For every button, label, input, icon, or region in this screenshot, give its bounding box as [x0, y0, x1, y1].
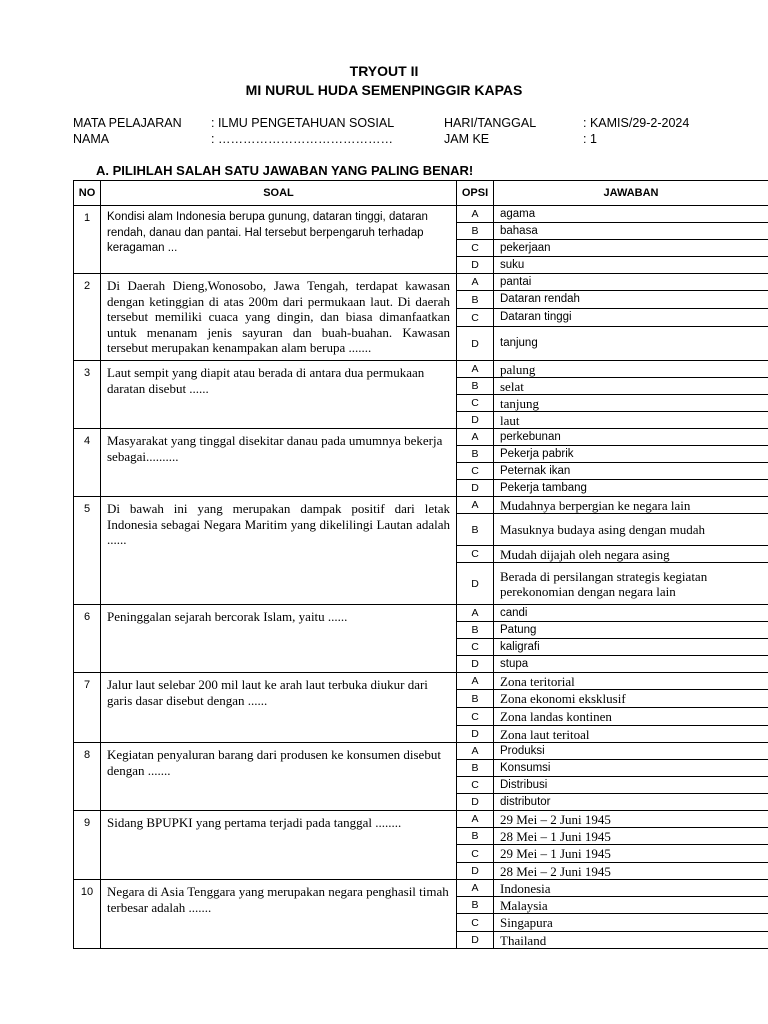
answer-option[interactable]: Berada di persilangan strategis kegiatan perekonomian dengan negara lain	[494, 563, 768, 605]
option-letter: C	[457, 639, 494, 656]
option-letter: A	[457, 361, 494, 378]
answer-option[interactable]: 29 Mei – 2 Juni 1945	[494, 811, 768, 828]
answer-option[interactable]: Indonesia	[494, 880, 768, 897]
option-letter: D	[457, 863, 494, 880]
question-table	[73, 180, 768, 949]
column-header-opsi: OPSI	[457, 181, 494, 206]
answer-option[interactable]: palung	[494, 361, 768, 378]
option-letter: D	[457, 327, 494, 361]
option-letter: D	[457, 932, 494, 949]
option-letter: B	[457, 514, 494, 546]
option-letter: D	[457, 257, 494, 274]
answer-option[interactable]: Patung	[494, 622, 768, 639]
question-number: 4	[74, 429, 101, 497]
question-text: Kegiatan penyaluran barang dari produsen ke konsumen disebut dengan .......	[101, 743, 457, 811]
option-letter: D	[457, 794, 494, 811]
option-letter: D	[457, 726, 494, 743]
answer-option[interactable]: Dataran rendah	[494, 291, 768, 309]
option-letter: B	[457, 291, 494, 309]
question-text: Kondisi alam Indonesia berupa gunung, dataran tinggi, dataran rendah, danau dan pantai. Hal tersebut berpengaruh terhadap keragaman ...	[101, 206, 457, 274]
answer-option[interactable]: Peternak ikan	[494, 463, 768, 480]
question-number: 8	[74, 743, 101, 811]
table-row	[74, 361, 768, 378]
option-letter: A	[457, 206, 494, 223]
option-letter: A	[457, 497, 494, 514]
date-value: : KAMIS/29-2-2024	[583, 116, 690, 130]
question-text: Masyarakat yang tinggal disekitar danau pada umumnya bekerja sebagai..........	[101, 429, 457, 497]
option-letter: B	[457, 223, 494, 240]
option-letter: B	[457, 378, 494, 395]
answer-option[interactable]: 29 Mei – 1 Juni 1945	[494, 845, 768, 863]
table-row	[74, 811, 768, 828]
option-letter: C	[457, 546, 494, 563]
name-label: NAMA	[73, 132, 110, 146]
answer-option[interactable]: pantai	[494, 274, 768, 291]
question-number: 1	[74, 206, 101, 274]
answer-option[interactable]: 28 Mei – 1 Juni 1945	[494, 828, 768, 845]
answer-option[interactable]: Produksi	[494, 743, 768, 760]
question-text: Di Daerah Dieng,Wonosobo, Jawa Tengah, terdapat kawasan dengan ketinggian di atas 200m dari permukaan laut. Di daerah tersebut memiliki cuaca yang dingin, dan biasa dimanfaatkan untuk menanam jenis sayuran dan buah-buahan. Kawasan tersebut merupakan kenampakan alam berupa .......	[101, 274, 457, 361]
option-letter: B	[457, 622, 494, 639]
answer-option[interactable]: tanjung	[494, 395, 768, 412]
table-header-row	[74, 181, 768, 206]
answer-option[interactable]: Pekerja pabrik	[494, 446, 768, 463]
answer-option[interactable]: Zona laut teritoal	[494, 726, 768, 743]
question-number: 7	[74, 673, 101, 743]
table-row	[74, 673, 768, 690]
answer-option[interactable]: Masuknya budaya asing dengan mudah	[494, 514, 768, 546]
option-letter: D	[457, 563, 494, 605]
document-title: TRYOUT II	[349, 63, 419, 79]
name-value: : ……………………………………	[211, 132, 393, 146]
answer-option[interactable]: Dataran tinggi	[494, 309, 768, 327]
option-letter: A	[457, 274, 494, 291]
answer-option[interactable]: pekerjaan	[494, 240, 768, 257]
option-letter: C	[457, 395, 494, 412]
option-letter: A	[457, 880, 494, 897]
answer-option[interactable]: Konsumsi	[494, 760, 768, 777]
answer-option[interactable]: Pekerja tambang	[494, 480, 768, 497]
option-letter: B	[457, 897, 494, 914]
answer-option[interactable]: agama	[494, 206, 768, 223]
question-text: Sidang BPUPKI yang pertama terjadi pada tanggal ........	[101, 811, 457, 880]
question-text: Di bawah ini yang merupakan dampak positif dari letak Indonesia sebagai Negara Maritim yang dikelilingi Lautan adalah ......	[101, 497, 457, 605]
subject-value: : ILMU PENGETAHUAN SOSIAL	[211, 116, 395, 130]
question-text: Laut sempit yang diapit atau berada di antara dua permukaan daratan disebut ......	[101, 361, 457, 429]
answer-option[interactable]: Zona teritorial	[494, 673, 768, 690]
table-row	[74, 605, 768, 622]
question-number: 5	[74, 497, 101, 605]
option-letter: C	[457, 463, 494, 480]
answer-option[interactable]: laut	[494, 412, 768, 429]
answer-option[interactable]: 28 Mei – 2 Juni 1945	[494, 863, 768, 880]
answer-option[interactable]: Mudahnya berpergian ke negara lain	[494, 497, 768, 514]
period-value: : 1	[583, 132, 597, 146]
option-letter: D	[457, 656, 494, 673]
option-letter: C	[457, 777, 494, 794]
answer-option[interactable]: selat	[494, 378, 768, 395]
answer-option[interactable]: Thailand	[494, 932, 768, 949]
section-instruction: A. PILIHLAH SALAH SATU JAWABAN YANG PALING BENAR!	[96, 163, 474, 178]
answer-option[interactable]: suku	[494, 257, 768, 274]
option-letter: C	[457, 240, 494, 257]
answer-option[interactable]: Singapura	[494, 914, 768, 932]
answer-option[interactable]: candi	[494, 605, 768, 622]
school-name: MI NURUL HUDA SEMENPINGGIR KAPAS	[245, 82, 523, 98]
question-number: 3	[74, 361, 101, 429]
answer-option[interactable]: bahasa	[494, 223, 768, 240]
answer-option[interactable]: kaligrafi	[494, 639, 768, 656]
answer-option[interactable]: Zona landas kontinen	[494, 708, 768, 726]
question-text: Jalur laut selebar 200 mil laut ke arah laut terbuka diukur dari garis dasar disebut dengan ......	[101, 673, 457, 743]
option-letter: C	[457, 708, 494, 726]
date-label: HARI/TANGGAL	[444, 116, 537, 130]
option-letter: C	[457, 914, 494, 932]
answer-option[interactable]: perkebunan	[494, 429, 768, 446]
column-header-soal: SOAL	[101, 181, 457, 206]
option-letter: B	[457, 690, 494, 708]
answer-option[interactable]: Zona ekonomi eksklusif	[494, 690, 768, 708]
option-letter: A	[457, 743, 494, 760]
option-letter: A	[457, 429, 494, 446]
table-row	[74, 497, 768, 514]
option-letter: B	[457, 446, 494, 463]
option-letter: D	[457, 480, 494, 497]
table-row	[74, 743, 768, 760]
question-text: Peninggalan sejarah bercorak Islam, yaitu ......	[101, 605, 457, 673]
option-letter: A	[457, 673, 494, 690]
question-number: 2	[74, 274, 101, 361]
answer-option[interactable]: tanjung	[494, 327, 768, 361]
question-table-body	[74, 206, 768, 949]
table-row	[74, 274, 768, 291]
question-number: 9	[74, 811, 101, 880]
question-text: Negara di Asia Tenggara yang merupakan negara penghasil timah terbesar adalah .......	[101, 880, 457, 949]
table-row	[74, 880, 768, 897]
table-row	[74, 429, 768, 446]
answer-option[interactable]: stupa	[494, 656, 768, 673]
column-header-jawaban: JAWABAN	[494, 181, 768, 206]
subject-label: MATA PELAJARAN	[73, 116, 182, 130]
answer-option[interactable]: Distribusi	[494, 777, 768, 794]
question-number: 6	[74, 605, 101, 673]
option-letter: B	[457, 760, 494, 777]
option-letter: A	[457, 605, 494, 622]
answer-option[interactable]: Mudah dijajah oleh negara asing	[494, 546, 768, 563]
table-row	[74, 206, 768, 223]
option-letter: C	[457, 309, 494, 327]
option-letter: D	[457, 412, 494, 429]
option-letter: B	[457, 828, 494, 845]
period-label: JAM KE	[444, 132, 490, 146]
answer-option[interactable]: distributor	[494, 794, 768, 811]
answer-option[interactable]: Malaysia	[494, 897, 768, 914]
option-letter: C	[457, 845, 494, 863]
option-letter: A	[457, 811, 494, 828]
question-number: 10	[74, 880, 101, 949]
column-header-no: NO	[74, 181, 101, 206]
